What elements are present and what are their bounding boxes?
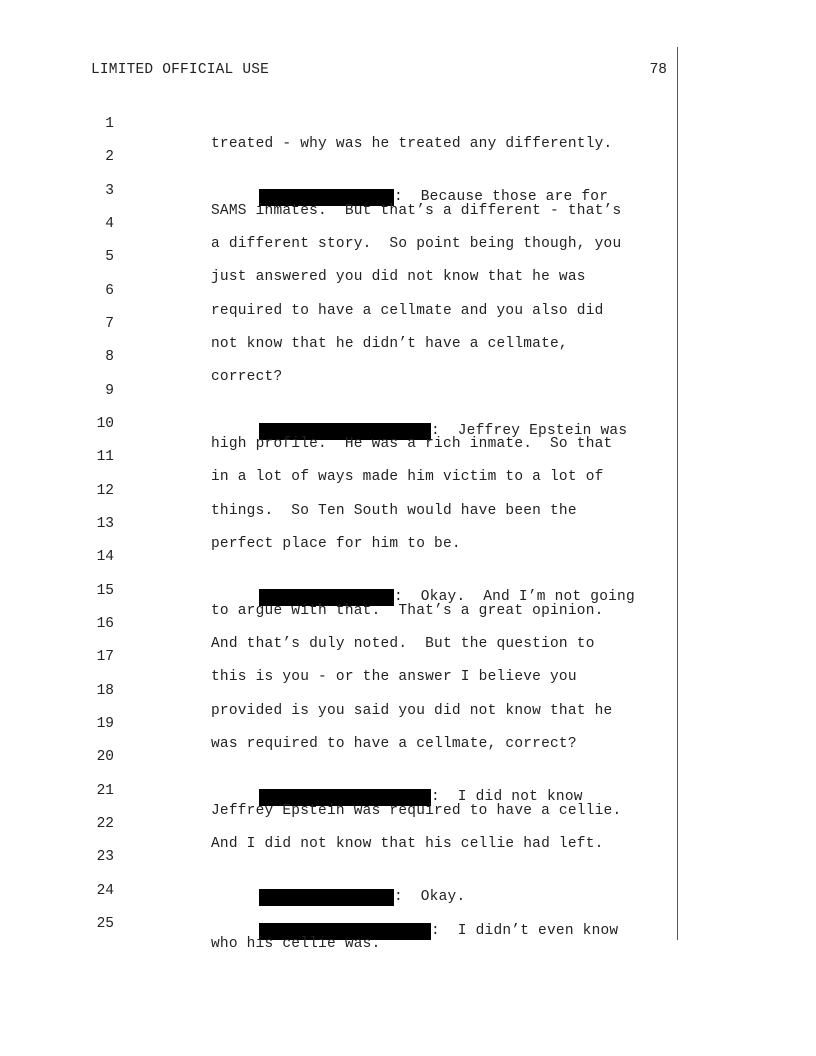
line-text: this is you - or the answer I believe you xyxy=(211,669,577,685)
line-text: was required to have a cellmate, correct? xyxy=(211,736,577,752)
line-text: to argue with that. That’s a great opinion. xyxy=(211,603,604,619)
transcript-line xyxy=(0,461,816,519)
transcript-line xyxy=(0,794,816,852)
line-text: Jeffrey Epstein was required to have a cellie. xyxy=(211,803,622,819)
line-text: And that’s duly noted. But the question to xyxy=(211,636,595,652)
transcript-line xyxy=(0,594,816,652)
line-number: 17 xyxy=(96,649,114,665)
line-number: 14 xyxy=(96,549,114,565)
line-number: 8 xyxy=(105,349,114,365)
line-text: : I did not know xyxy=(431,789,583,805)
line-number: 24 xyxy=(96,883,114,899)
transcript-line xyxy=(0,627,816,685)
line-text: : Okay. And I’m not going xyxy=(394,589,635,605)
line-text: required to have a cellmate and you also did xyxy=(211,303,604,319)
transcript-line xyxy=(0,261,816,319)
line-text: things. So Ten South would have been the xyxy=(211,503,577,519)
line-text: And I did not know that his cellie had left. xyxy=(211,836,604,852)
line-number: 2 xyxy=(105,149,114,165)
transcript-line xyxy=(0,661,816,719)
transcript-line xyxy=(0,94,816,152)
transcript-line xyxy=(0,694,816,752)
transcript-line xyxy=(0,494,816,552)
transcript-line xyxy=(0,427,816,485)
line-text: not know that he didn’t have a cellmate, xyxy=(211,336,568,352)
line-text: : Because those are for xyxy=(394,189,609,205)
line-text: correct? xyxy=(211,369,283,385)
line-text: : Okay. xyxy=(394,889,466,905)
line-text: SAMS inmates. But that’s a different - that’s xyxy=(211,203,622,219)
line-text: treated - why was he treated any differently. xyxy=(211,136,613,152)
line-number: 1 xyxy=(105,116,114,132)
line-text: a different story. So point being though, you xyxy=(211,236,622,252)
line-number: 20 xyxy=(96,749,114,765)
transcript-line xyxy=(0,127,816,205)
line-number: 22 xyxy=(96,816,114,832)
line-number: 4 xyxy=(105,216,114,232)
line-number: 9 xyxy=(105,383,114,399)
line-text: provided is you said you did not know that he xyxy=(211,703,613,719)
transcript-line xyxy=(0,327,816,385)
line-text: : Jeffrey Epstein was xyxy=(431,423,628,439)
line-text: high profile. He was a rich inmate. So that xyxy=(211,436,613,452)
transcript-line xyxy=(0,227,816,285)
line-text: perfect place for him to be. xyxy=(211,536,461,552)
line-number: 21 xyxy=(96,783,114,799)
line-text: : I didn’t even know xyxy=(431,923,619,939)
line-text: who his cellie was. xyxy=(211,936,381,952)
line-number: 6 xyxy=(105,283,114,299)
line-number: 11 xyxy=(96,449,114,465)
line-number: 7 xyxy=(105,316,114,332)
line-number: 19 xyxy=(96,716,114,732)
page-number: 78 xyxy=(649,62,667,78)
line-number: 3 xyxy=(105,183,114,199)
line-number: 13 xyxy=(96,516,114,532)
line-number: 18 xyxy=(96,683,114,699)
transcript-line xyxy=(0,294,816,352)
classification-header: LIMITED OFFICIAL USE xyxy=(91,62,270,78)
transcript-line xyxy=(0,194,816,252)
line-text: in a lot of ways made him victim to a lot of xyxy=(211,469,604,485)
line-number: 23 xyxy=(96,849,114,865)
line-number: 5 xyxy=(105,249,114,265)
line-text: just answered you did not know that he was xyxy=(211,269,586,285)
line-number: 16 xyxy=(96,616,114,632)
line-number: 25 xyxy=(96,916,114,932)
line-number: 12 xyxy=(96,483,114,499)
line-number: 10 xyxy=(96,416,114,432)
line-number: 15 xyxy=(96,583,114,599)
